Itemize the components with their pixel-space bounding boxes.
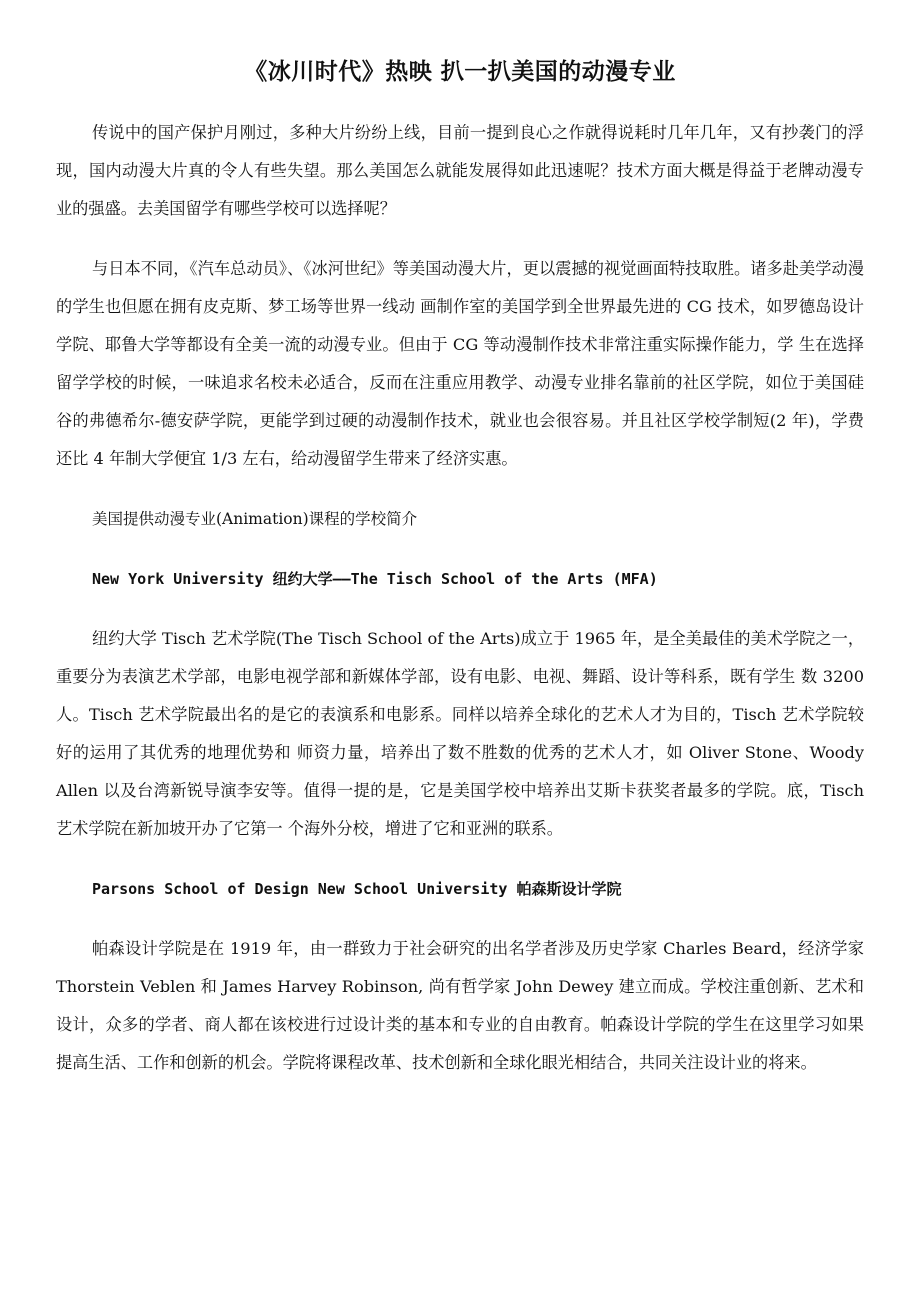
- japan-compare-paragraph: 与日本不同，《汽车总动员》、《冰河世纪》等美国动漫大片，更以震撼的视觉画面特技取胜。诸多赴美学动漫的学生也但愿在拥有皮克斯、梦工场等世界一线动 画制作室的美国学到全世界最先进的 CG 技术，如罗德岛设计学院、耶鲁大学等都设有全美一流的动漫专业。但由于 CG 等动漫制作技术非常注重实际操作能力，学 生在选择留学学校的时候，一味追求名校未必适合，反而在注重应用教学、动漫专业排名靠前的社区学院，如位于美国硅谷的弗德希尔-德安萨学院，更能学到过硬的动漫制作技术，就业也会很容易。并且社区学校学制短(2 年)，学费还比 4 年制大学便宜 1/3 左右，给动漫留学生带来了经济实惠。: [56, 259, 864, 468]
- paragraph-gap: [56, 598, 864, 620]
- nyu-paragraph: 纽约大学 Tisch 艺术学院(The Tisch School of the Arts)成立于 1965 年，是全美最佳的美术学院之一，重要分为表演艺术学部，电影电视学部和新媒体学部，设有电影、电视、舞蹈、设计等科系，既有学生 数 3200 人。Tisch 艺术学院最出名的是它的表演系和电影系。同样以培养全球化的艺术人才为目的，Tisch 艺术学院较好的运用了其优秀的地理优势和 师资力量，培养出了数不胜数的优秀的艺术人才，如 Oliver Stone、Woody Allen 以及台湾新锐导演李安等。值得一提的是，它是美国学校中培养出艾斯卡获奖者最多的学院。底，Tisch 艺术学院在新加坡开办了它第一 个海外分校，增进了它和亚洲的联系。: [56, 629, 864, 838]
- paragraph-gap: [56, 908, 864, 930]
- parsons-heading: Parsons School of Design New School University 帕森斯设计学院: [92, 880, 622, 898]
- schools-intro-line: 美国提供动漫专业(Animation)课程的学校简介: [92, 510, 418, 528]
- document-page: [56, 54, 864, 1082]
- parsons-paragraph: 帕森设计学院是在 1919 年，由一群致力于社会研究的出名学者涉及历史学家 Charles Beard，经济学家 Thorstein Veblen 和 James Harvey Robinson, 尚有哲学家 John Dewey 建立而成。学校注重创新、艺术和设计，众多的学者、商人都在该校进行过设计类的基本和专业的自由教育。帕森设计学院的学生在这里学习如果提高生活、工作和创新的机会。学院将课程改革、技术创新和全球化眼光相结合，共同关注设计业的将来。: [56, 939, 864, 1072]
- intro-paragraph: 传说中的国产保护月刚过，多种大片纷纷上线，目前一提到良心之作就得说耗时几年几年，又有抄袭门的浮现，国内动漫大片真的令人有些失望。那么美国怎么就能发展得如此迅速呢？技术方面大概是得益于老牌动漫专业的强盛。去美国留学有哪些学校可以选择呢？: [56, 123, 864, 218]
- paragraph-gap: [56, 538, 864, 560]
- paragraph-gap: [56, 228, 864, 250]
- document-title: 《冰川时代》热映 扒一扒美国的动漫专业: [244, 59, 676, 85]
- paragraph-gap: [56, 478, 864, 500]
- nyu-heading: New York University 纽约大学——The Tisch School of the Arts (MFA): [92, 570, 658, 588]
- paragraph-gap: [56, 848, 864, 870]
